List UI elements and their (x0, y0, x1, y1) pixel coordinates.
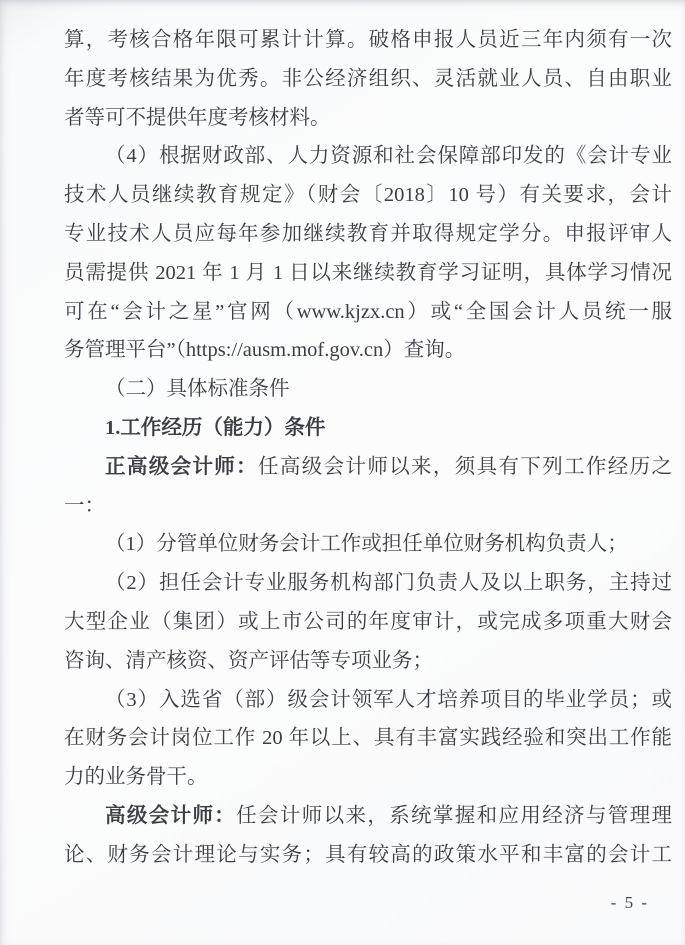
text-line: 可在“会计之星”官网（www.kjzx.cn）或“全国会计人员统一服 (64, 300, 672, 323)
text-line: 专业技术人员应每年参加继续教育并取得规定学分。申报评审人 (64, 222, 672, 245)
text-line: 一： (64, 494, 105, 517)
text-line: 者等可不提供年度考核材料。 (64, 106, 331, 129)
text-line: 员需提供 2021 年 1 月 1 日以来继续教育学习证明，具体学习情况 (64, 261, 672, 284)
section-heading: （二）具体标准条件 (105, 378, 290, 401)
text-line: （3）入选省（部）级会计领军人才培养项目的毕业学员；或 (105, 688, 672, 711)
text-line: （2）担任会计专业服务机构部门负责人及以上职务，主持过 (105, 572, 672, 595)
term-senior-accountant-principal: 正高级会计师： (105, 455, 259, 478)
text-line (64, 448, 672, 487)
term-senior-accountant: 高级会计师： (105, 804, 237, 827)
text-line (64, 797, 672, 836)
page-number: - 5 - (610, 893, 649, 912)
text-line: 在财务会计岗位工作 20 年以上、具有丰富实践经验和突出工作能 (64, 727, 672, 750)
text-line: 论、财务会计理论与实务；具有较高的政策水平和丰富的会计工 (64, 843, 672, 866)
text-line: 算，考核合格年限可累计计算。破格申报人员近三年内须有一次 (64, 29, 672, 51)
text-line: （4）根据财政部、人力资源和社会保障部印发的《会计专业 (105, 145, 672, 168)
text-line: 务管理平台”（https://ausm.mof.gov.cn）查询。 (64, 339, 466, 362)
text-line: 技术人员继续教育规定》（财会〔2018〕10 号）有关要求，会计 (64, 184, 672, 207)
text-line: 力的业务骨干。 (64, 766, 208, 789)
text-segment: 任会计师以来，系统掌握和应用经济与管理理 (236, 804, 672, 827)
text-line: 大型企业（集团）或上市公司的年度审计，或完成多项重大财会 (64, 610, 672, 633)
text-line: （1）分管单位财务会计工作或担任单位财务机构负责人； (105, 533, 628, 556)
subsection-heading: 1.工作经历（能力）条件 (105, 416, 326, 439)
text-line: 年度考核结果为优秀。非公经济组织、灵活就业人员、自由职业 (64, 67, 672, 90)
document-body (64, 21, 672, 875)
text-segment: 任高级会计师以来，须具有下列工作经历之 (258, 455, 672, 478)
text-line: 咨询、清产核资、资产评估等专项业务； (64, 649, 433, 672)
